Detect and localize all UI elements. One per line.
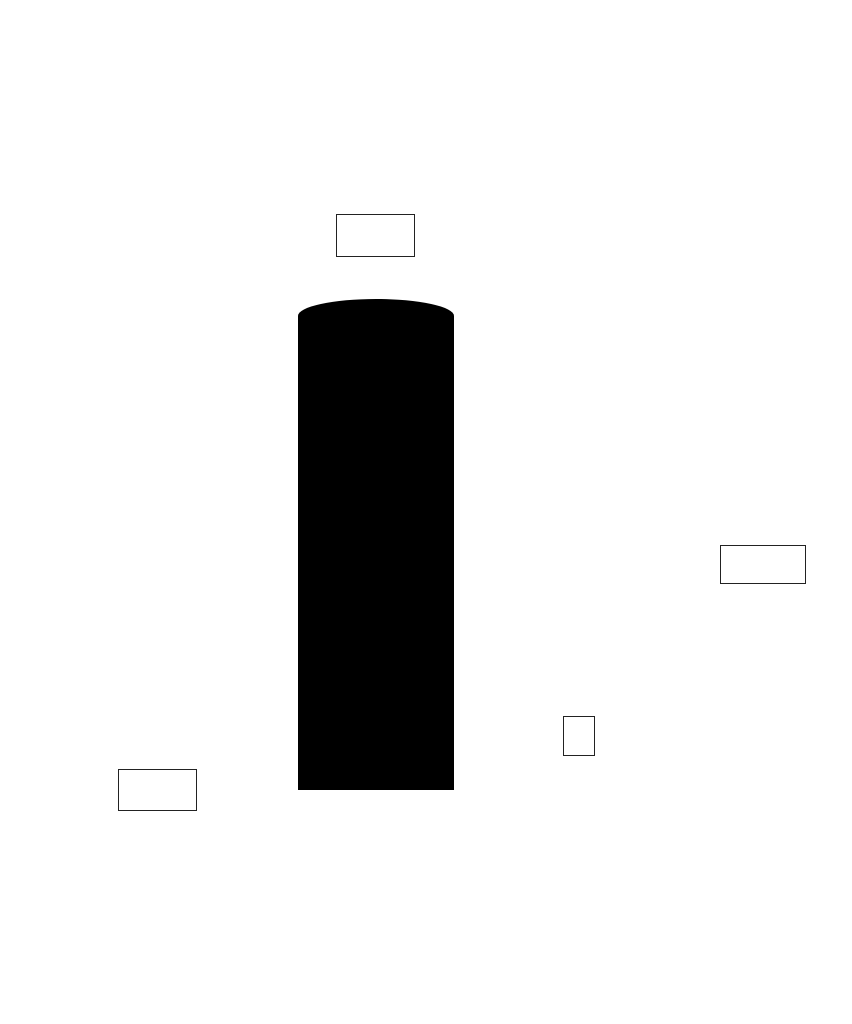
r-label	[563, 716, 595, 756]
cylinder-top-ellipse	[298, 299, 454, 333]
y-axis-label	[720, 545, 806, 584]
z-axis-label	[336, 214, 415, 257]
cylinder-body	[298, 316, 454, 790]
x-axis-label	[118, 769, 197, 811]
